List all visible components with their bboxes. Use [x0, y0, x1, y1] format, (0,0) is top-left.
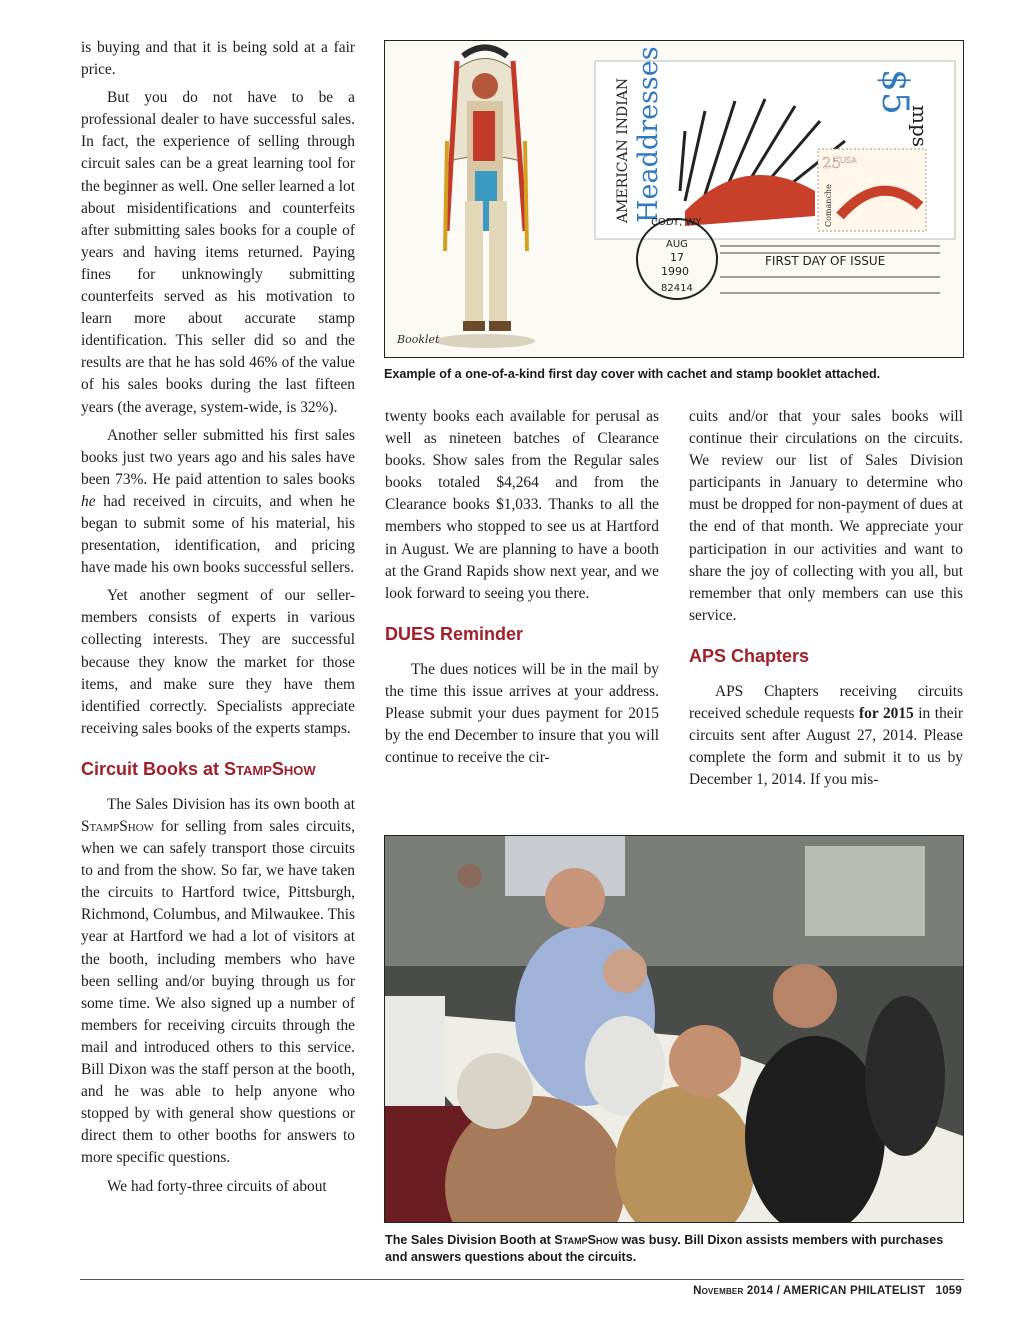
booklet-value: $5: [874, 69, 915, 115]
column-left: [81, 37, 355, 1204]
booklet-word: mps: [908, 105, 932, 148]
paragraph: But you do not have to be a professional dealer to have successful sales. In fact, the experience of selling through circuit sales can be a great learning tool for the beginner as well. One seller learned a lot about misidentifications and counterfeits after submitting sales books for a couple of years and having items returned. Paying fines for unknowingly submitting counterfeits served as his motivation to learn more about accurate stamp identification. This seller did so and the results are that he has sold 46% of the value of his sales books during the last fifteen years (the average, system-wide, is 32%).: [81, 89, 355, 416]
first-day-cover-image: [384, 40, 964, 358]
footer-rule: [80, 1279, 964, 1280]
stamp-value: 25: [822, 154, 842, 172]
postmark-city: CODY, WY: [651, 217, 702, 228]
paragraph: Yet another segment of our seller-members consists of experts in various collecting interests. They are successful because they know the market for those items, and make sure they have them identified correctly. Specialists appreciate receiving sales books of the experts stamps.: [81, 587, 355, 737]
paragraph: cuits and/or that your sales books will continue their circulations on the circuits. We review our list of Sales Division participants in January to determine who must be dropped for non-payment of dues at the end of that month. We appreciate your participation in our activities and want to share the joy of collecting with you all, but remember that only members can use this service.: [689, 408, 963, 624]
footer-publication: 2014 / AMERICAN PHILATELIST: [743, 1285, 926, 1297]
postmark-zip: 82414: [661, 283, 693, 294]
figure-caption: The Sales Division Booth at StampShow was busy. Bill Dixon assists members with purchases and answers questions about the circuits.: [385, 1233, 944, 1264]
paragraph: The dues notices will be in the mail by the time this issue arrives at your address. Please submit your dues payment for 2015 by the end December to insure that you will continue to receive the cir-: [385, 660, 659, 767]
section-heading: DUES Reminder: [385, 623, 524, 644]
stamp-booklet: [595, 46, 955, 239]
fdc-label: FIRST DAY OF ISSUE: [765, 254, 886, 268]
section-heading: Circuit Books at StampShow: [81, 758, 316, 779]
booth-photo-illustration: [385, 836, 963, 1222]
column-right: [689, 406, 963, 797]
paragraph: The Sales Division has its own booth at StampShow for selling from sales circuits, when we can safely transport those circuits to and from the show. So far, we have taken the circuits to Hartford twice, Pittsburgh, Richmond, Columbus, and Milwaukee. This year at Hartford we had a lot of visitors at the booth, including members who have been selling and/or buying through us for some time. We also signed up a number of members for receiving circuits through the mail and introduced others to this service. Bill Dixon was the staff person at the booth, and he was able to help anyone who stopped by with general show questions or direct them to other booths for answers to more specific questions.: [81, 795, 355, 1167]
paragraph: Another seller submitted his first sales books just two years ago and his sales have been 73%. He paid attention to sales books he had received in circuits, and when he began to submit some of his material, his presentation, identification, and pricing have made his own books successful sellers.: [81, 426, 355, 577]
page-footer: [693, 1285, 962, 1297]
booklet-title-large: Headdresses: [633, 46, 664, 223]
stamp-country: USA: [840, 156, 857, 165]
column-middle: [385, 406, 659, 775]
section-heading: APS Chapters: [689, 645, 810, 666]
paragraph: is buying and that it is being sold at a fair price.: [81, 39, 355, 79]
booklet-title-small: AMERICAN INDIAN: [615, 77, 631, 223]
page-number: 1059: [935, 1285, 962, 1297]
drawing-note: Booklet: [397, 333, 440, 346]
postmark-day: 17: [670, 251, 684, 264]
first-day-cover-illustration: [385, 41, 963, 357]
postmark-year: 1990: [661, 265, 689, 278]
postmark-month: AUG: [666, 239, 688, 250]
footer-month: November: [693, 1285, 744, 1297]
booth-photo: [384, 835, 964, 1223]
stamp-name: Comanche: [824, 184, 833, 227]
paragraph: APS Chapters receiving circuits received schedule requests for 2015 in their circuits sent after August 27, 2014. Please complete the form and submit it to us by December 1, 2014. If you mis-: [689, 682, 963, 789]
paragraph: twenty books each available for perusal as well as nineteen batches of Clearance books. Show sales from the Regular sales books totaled $4,264 and from the Clearance books $1,033. Thanks to all the members who stopped to see us at Hartford in August. We are planning to have a booth at the Grand Rapids show next year, and we look forward to seeing you there.: [385, 408, 659, 602]
figure-caption: Example of a one-of-a-kind first day cover with cachet and stamp booklet attached.: [384, 367, 881, 381]
paragraph: We had forty-three circuits of about: [107, 1177, 327, 1195]
